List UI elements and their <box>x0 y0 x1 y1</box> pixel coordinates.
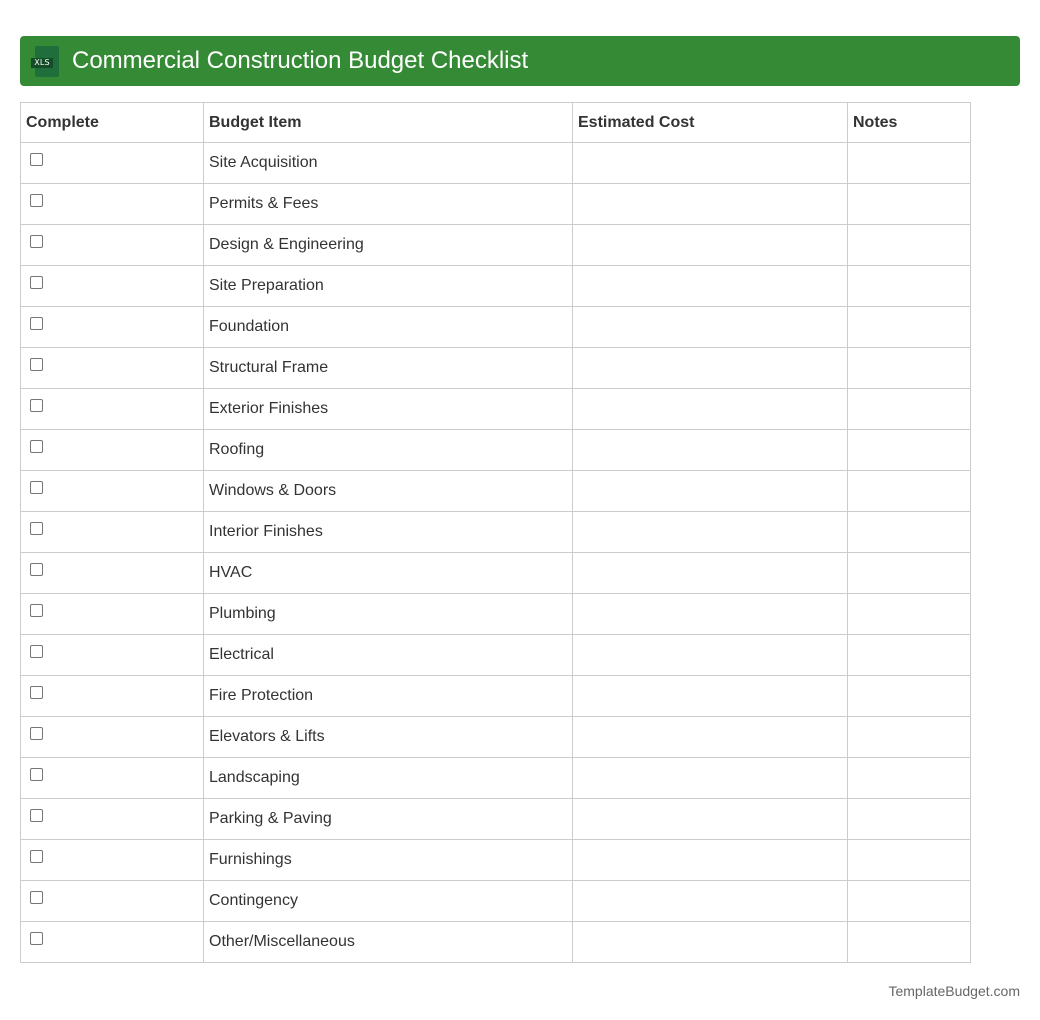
notes-cell[interactable] <box>848 389 971 430</box>
notes-cell[interactable] <box>848 758 971 799</box>
estimated-cost-cell[interactable] <box>573 430 848 471</box>
notes-cell[interactable] <box>848 307 971 348</box>
table-row <box>21 758 971 799</box>
complete-cell <box>21 184 204 225</box>
footer-credit[interactable]: TemplateBudget.com <box>888 983 1020 999</box>
complete-cell <box>21 225 204 266</box>
complete-cell <box>21 594 204 635</box>
budget-item-cell: Windows & Doors <box>204 471 573 512</box>
complete-cell <box>21 922 204 963</box>
notes-cell[interactable] <box>848 512 971 553</box>
notes-cell[interactable] <box>848 594 971 635</box>
complete-checkbox[interactable] <box>30 727 43 740</box>
complete-checkbox[interactable] <box>30 399 43 412</box>
complete-checkbox[interactable] <box>30 522 43 535</box>
column-header-estimated-cost: Estimated Cost <box>573 103 848 143</box>
title-bar <box>20 36 1020 86</box>
complete-checkbox[interactable] <box>30 645 43 658</box>
estimated-cost-cell[interactable] <box>573 348 848 389</box>
xls-file-icon <box>31 46 60 77</box>
budget-item-cell: Permits & Fees <box>204 184 573 225</box>
notes-cell[interactable] <box>848 840 971 881</box>
table-row <box>21 594 971 635</box>
table-body <box>21 143 971 963</box>
budget-item-cell: Exterior Finishes <box>204 389 573 430</box>
notes-cell[interactable] <box>848 348 971 389</box>
budget-item-cell: Landscaping <box>204 758 573 799</box>
complete-cell <box>21 471 204 512</box>
complete-checkbox[interactable] <box>30 932 43 945</box>
complete-checkbox[interactable] <box>30 440 43 453</box>
budget-item-cell: Fire Protection <box>204 676 573 717</box>
budget-item-cell: Site Acquisition <box>204 143 573 184</box>
notes-cell[interactable] <box>848 143 971 184</box>
budget-item-cell: Design & Engineering <box>204 225 573 266</box>
column-header-complete: Complete <box>21 103 204 143</box>
table-row <box>21 553 971 594</box>
budget-item-cell: Roofing <box>204 430 573 471</box>
estimated-cost-cell[interactable] <box>573 840 848 881</box>
complete-checkbox[interactable] <box>30 809 43 822</box>
complete-checkbox[interactable] <box>30 686 43 699</box>
budget-item-cell: Elevators & Lifts <box>204 717 573 758</box>
estimated-cost-cell[interactable] <box>573 717 848 758</box>
xls-file-icon-label: XLS <box>31 58 53 68</box>
estimated-cost-cell[interactable] <box>573 184 848 225</box>
budget-item-cell: Electrical <box>204 635 573 676</box>
complete-checkbox[interactable] <box>30 276 43 289</box>
notes-cell[interactable] <box>848 553 971 594</box>
notes-cell[interactable] <box>848 225 971 266</box>
budget-item-cell: Other/Miscellaneous <box>204 922 573 963</box>
estimated-cost-cell[interactable] <box>573 881 848 922</box>
complete-cell <box>21 143 204 184</box>
estimated-cost-cell[interactable] <box>573 307 848 348</box>
complete-cell <box>21 348 204 389</box>
estimated-cost-cell[interactable] <box>573 799 848 840</box>
notes-cell[interactable] <box>848 717 971 758</box>
complete-cell <box>21 512 204 553</box>
table-row <box>21 389 971 430</box>
table-row <box>21 635 971 676</box>
estimated-cost-cell[interactable] <box>573 512 848 553</box>
budget-item-cell: Site Preparation <box>204 266 573 307</box>
complete-cell <box>21 799 204 840</box>
table-row <box>21 840 971 881</box>
notes-cell[interactable] <box>848 799 971 840</box>
notes-cell[interactable] <box>848 430 971 471</box>
complete-cell <box>21 389 204 430</box>
complete-cell <box>21 758 204 799</box>
notes-cell[interactable] <box>848 266 971 307</box>
table-row <box>21 799 971 840</box>
page-title: Commercial Construction Budget Checklist <box>72 47 529 74</box>
estimated-cost-cell[interactable] <box>573 635 848 676</box>
table-row <box>21 430 971 471</box>
budget-item-cell: Interior Finishes <box>204 512 573 553</box>
complete-checkbox[interactable] <box>30 194 43 207</box>
notes-cell[interactable] <box>848 922 971 963</box>
table-row <box>21 881 971 922</box>
complete-checkbox[interactable] <box>30 235 43 248</box>
complete-checkbox[interactable] <box>30 891 43 904</box>
table-row <box>21 184 971 225</box>
table-header-row <box>21 103 971 143</box>
complete-checkbox[interactable] <box>30 563 43 576</box>
budget-item-cell: Plumbing <box>204 594 573 635</box>
complete-cell <box>21 635 204 676</box>
complete-cell <box>21 430 204 471</box>
complete-cell <box>21 676 204 717</box>
complete-checkbox[interactable] <box>30 850 43 863</box>
complete-cell <box>21 266 204 307</box>
complete-checkbox[interactable] <box>30 153 43 166</box>
complete-cell <box>21 840 204 881</box>
table-row <box>21 348 971 389</box>
estimated-cost-cell[interactable] <box>573 758 848 799</box>
budget-item-cell: Foundation <box>204 307 573 348</box>
notes-cell[interactable] <box>848 676 971 717</box>
complete-checkbox[interactable] <box>30 604 43 617</box>
complete-checkbox[interactable] <box>30 481 43 494</box>
estimated-cost-cell[interactable] <box>573 553 848 594</box>
estimated-cost-cell[interactable] <box>573 143 848 184</box>
budget-item-cell: Structural Frame <box>204 348 573 389</box>
complete-cell <box>21 553 204 594</box>
table-row <box>21 225 971 266</box>
notes-cell[interactable] <box>848 635 971 676</box>
complete-cell <box>21 881 204 922</box>
table-row <box>21 676 971 717</box>
table-row <box>21 512 971 553</box>
notes-cell[interactable] <box>848 471 971 512</box>
notes-cell[interactable] <box>848 881 971 922</box>
estimated-cost-cell[interactable] <box>573 676 848 717</box>
table-row <box>21 471 971 512</box>
table-row <box>21 307 971 348</box>
complete-checkbox[interactable] <box>30 358 43 371</box>
column-header-notes: Notes <box>848 103 971 143</box>
estimated-cost-cell[interactable] <box>573 266 848 307</box>
estimated-cost-cell[interactable] <box>573 225 848 266</box>
table-row <box>21 717 971 758</box>
budget-item-cell: Furnishings <box>204 840 573 881</box>
column-header-budget-item: Budget Item <box>204 103 573 143</box>
budget-item-cell: Contingency <box>204 881 573 922</box>
estimated-cost-cell[interactable] <box>573 594 848 635</box>
table-row <box>21 922 971 963</box>
estimated-cost-cell[interactable] <box>573 922 848 963</box>
budget-item-cell: HVAC <box>204 553 573 594</box>
table-row <box>21 143 971 184</box>
estimated-cost-cell[interactable] <box>573 471 848 512</box>
complete-cell <box>21 717 204 758</box>
budget-item-cell: Parking & Paving <box>204 799 573 840</box>
notes-cell[interactable] <box>848 184 971 225</box>
table-row <box>21 266 971 307</box>
estimated-cost-cell[interactable] <box>573 389 848 430</box>
budget-checklist-table <box>20 102 971 963</box>
complete-checkbox[interactable] <box>30 317 43 330</box>
complete-cell <box>21 307 204 348</box>
complete-checkbox[interactable] <box>30 768 43 781</box>
